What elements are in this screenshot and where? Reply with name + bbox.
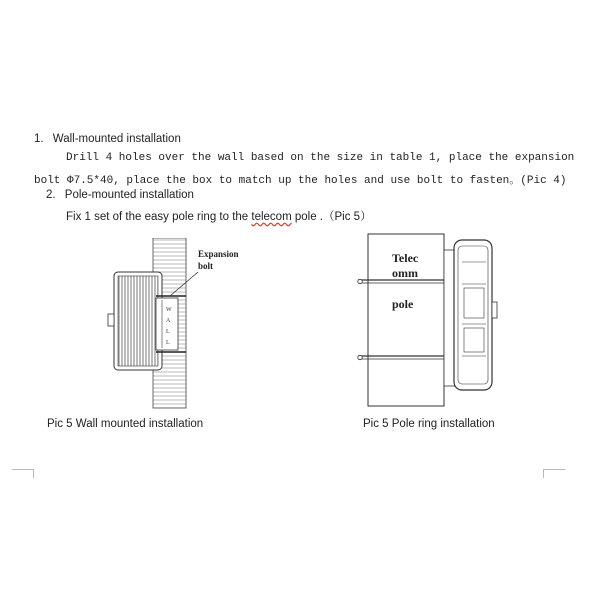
ruler-mark-left-h [12, 469, 34, 470]
wall-mounted-diagram [100, 238, 260, 410]
section2-heading-row [46, 189, 194, 201]
caption-pole-ring: Pic 5 Pole ring installation [363, 418, 495, 430]
section1-heading-row [34, 133, 181, 145]
expansion-label-line2: bolt [198, 261, 214, 271]
pole-label-line1: Telec [392, 251, 419, 265]
section1-number: 1. [34, 133, 44, 145]
section1-heading: Wall-mounted installation [52, 133, 181, 145]
wall-letter-a: A [166, 318, 171, 324]
section2-number: 2. [46, 189, 56, 201]
section2-body-underlined: telecom [251, 211, 292, 223]
ruler-mark-left-v [33, 469, 34, 478]
pole-label-line2: omm [392, 266, 418, 280]
box-latch [108, 314, 114, 326]
box-latch [492, 302, 497, 318]
wall-letter-l2: L [166, 340, 170, 346]
pole-label-line3: pole [392, 297, 414, 311]
pole-ring-diagram [350, 232, 500, 410]
ruler-mark-right-v [543, 469, 544, 478]
ruler-mark-right-h [543, 469, 565, 470]
section1-body-line2: bolt Φ7.5*40, place the box to match up the holes and use bolt to fasten。(Pic 4) [34, 175, 567, 187]
wall-letter-l1: L [166, 329, 170, 335]
box-body [454, 240, 492, 390]
expansion-label-line1: Expansion [198, 249, 239, 259]
wall-letter-w: W [166, 307, 172, 313]
section2-body-before: Fix 1 set of the easy pole ring to the [66, 211, 252, 223]
section2-body-after: pole .（Pic 5） [291, 211, 372, 223]
caption-wall-mounted: Pic 5 Wall mounted installation [47, 418, 204, 430]
section2-body [66, 208, 372, 224]
section2-heading: Pole-mounted installation [64, 189, 194, 201]
box-fins [118, 276, 158, 366]
section1-body-line1: Drill 4 holes over the wall based on the size in table 1, place the expansion [66, 152, 575, 164]
